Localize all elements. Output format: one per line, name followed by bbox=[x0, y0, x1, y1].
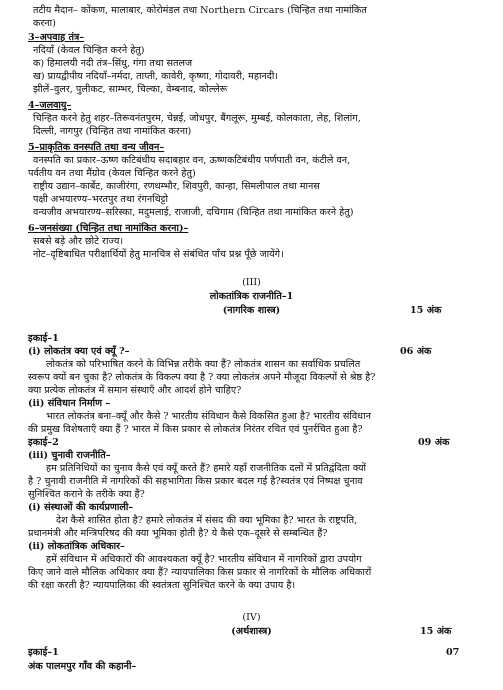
part-title: लोकतांत्रिक राजनीति–1 bbox=[209, 291, 294, 302]
chapter-heading: अंक पालमपुर गाँव की कहानी– bbox=[28, 661, 137, 672]
topic-marks: 06 अंक bbox=[400, 346, 432, 357]
vegetation-item: वनस्पति का प्रकार–ऊष्ण कटिबंधीय सदाबहार वन, ऊष्णकटिबंधीय पर्णपाती वन, कंटीले वन, bbox=[33, 155, 351, 166]
unit-heading: इकाई–2 bbox=[28, 437, 59, 448]
unit-heading: इकाई–1 bbox=[28, 647, 59, 658]
topic-text: हमें संविधान में अधिकारों की आवश्यकता क्यूँ है? भारतीय संविधान में नागरिकों द्वारा उपयोग bbox=[46, 554, 362, 565]
population-note: नोट–दृष्टिबाधित परीक्षार्थियों हेतु मानचित्र से संबंधित पाँच प्रश्न पूँछे जायेंगे। bbox=[33, 249, 284, 260]
topic-heading: (ii) लोकतांत्रिक अधिकार– bbox=[28, 541, 125, 552]
part-title: (अर्थशास्त्र) bbox=[231, 626, 272, 637]
drainage-item: झीलें–वुलर, पुलीकट, साम्भर, चिल्का, वेम्बनाद, कोल्लेरू bbox=[33, 84, 228, 95]
unit-marks: 07 bbox=[446, 647, 460, 658]
drainage-item: क) हिमालयी नदी तंत्र–सिंधु, गंगा तथा सतलज bbox=[33, 58, 193, 69]
drainage-heading: 3–अपवाह तंत्र– bbox=[28, 32, 85, 43]
part-marks: 15 अंक bbox=[420, 626, 452, 637]
topic-text: क्या प्रत्येक लोकतंत्र में समान संस्थाएँ और आदर्श होने चाहिए? bbox=[28, 385, 242, 396]
topic-heading: (i) लोकतंत्र क्या एवं क्यूँ ?– bbox=[28, 346, 130, 357]
topic-text: किए जाने वाले मौलिक अधिकार क्या हैं? न्यायपालिका किस प्रकार से नागरिकों के मौलिक अधिकारों bbox=[28, 567, 372, 578]
topic-text: की रक्षा करती है? न्यायपालिका की स्वतंत्रता सुनिश्चित करने के क्या उपाय है। bbox=[28, 580, 296, 591]
unit-marks: 09 अंक bbox=[418, 437, 450, 448]
part-marks: 15 अंक bbox=[410, 305, 442, 316]
climate-item: चिन्हित करने हेतु शहर–तिरूवनंतपुरम, चेन्नई, जोधपुर, बैंगलूरू, मुम्बई, कोलकाता, लेह, शिलांग, bbox=[33, 113, 361, 124]
unit-heading: इकाई–1 bbox=[28, 333, 59, 344]
topic-text: की प्रमुख विशेषताएँ क्या हैं ? भारत में किस प्रकार से लोकतंत्र निरंतर रचित एवं पुनर्रचित हुआ है? bbox=[28, 424, 363, 435]
vegetation-item: पक्षी अभयारण्य–भरतपुर तथा रंगनथिट्टो bbox=[33, 194, 168, 205]
part-subtitle: (नागरिक शास्त्र) bbox=[222, 305, 281, 316]
population-item: सबसे बड़े और छोटे राज्य। bbox=[33, 236, 124, 247]
topic-heading: (ii) संविधान निर्माण – bbox=[28, 398, 111, 409]
climate-item: दिल्ली, नागपुर (चिन्हित तथा नामांकित करना) bbox=[33, 126, 192, 137]
topic-text: स्वरूप क्यों बन चुका है? लोकतंत्र के विकल्प क्या है ? क्या लोकतंत्र अपने मौजूदा विकल्पों से श्रेष्ठ है? bbox=[28, 372, 376, 383]
vegetation-item: राष्ट्रीय उद्यान–कार्बेट, काजीरंगा, रणथम्भौर, शिवपुरी, कान्हा, सिमलीपाल तथा मानस bbox=[33, 181, 320, 192]
topic-heading: (i) संस्थाओं की कार्यप्रणाली– bbox=[28, 502, 134, 513]
drainage-item: ख) प्रायद्वीपीय नदियाँ–नर्मदा, ताप्ती, कावेरी, कृष्णा, गोदावरी, महानदी। bbox=[33, 71, 278, 82]
coastal-plains-line: तटीय मैदान– कोंकण, मालाबार, कोरोमंडल तथा Northern Circars (चिन्हित तथा नामांकित bbox=[33, 5, 367, 16]
part-number: (III) bbox=[242, 277, 261, 288]
topic-text: देश कैसे शासित होता है? हमारे लोकतंत्र में संसद की क्या भूमिका है? भारत के राष्ट्रपति, bbox=[56, 515, 358, 526]
drainage-item: नदियाँ (केवल चिन्हित करने हेतु) bbox=[33, 45, 145, 56]
population-heading: 6–जनसंख्या (चिन्हित तथा नामांकित करना)– bbox=[28, 223, 189, 234]
topic-text: लोकतंत्र को परिभाषित करने के विभिन्न तरीके क्या हैं? लोकतंत्र शासन का सर्वाधिक प्रचलित bbox=[46, 359, 361, 370]
topic-text: भारत लोकतंत्र बना–क्यूँ और कैसे ? भारतीय संविधान कैसे विकसित हुआ है? भारतीय संविधान bbox=[46, 411, 371, 422]
topic-text: सुनिश्चित कराने के तरीके क्या हैं? bbox=[28, 489, 145, 500]
climate-heading: 4–जलवायु– bbox=[28, 100, 72, 111]
vegetation-item: वन्यजीव अभयारण्य–सरिस्का, मदुमलाई, राजाजी, दचिगाम (चिन्हित तथा नामांकित करने हेतु) bbox=[33, 207, 354, 218]
coastal-plains-line-cont: करना) bbox=[33, 18, 56, 29]
topic-text: हम प्रतिनिधियों का चुनाव कैसे एवं क्यूँ करते हैं? हमारे यहाँ राजनीतिक दलों में प्रतिद्वंदिता क्यों bbox=[46, 463, 367, 474]
vegetation-heading: 5–प्राकृतिक वनस्पति तथा वन्य जीवन– bbox=[28, 142, 165, 153]
topic-heading: (iii) चुनावी राजनीति– bbox=[28, 450, 111, 461]
part-number: (IV) bbox=[242, 612, 261, 623]
topic-text: है ? चुनावी राजनीति में नागरिकों की सहभागिता किस प्रकार बदल गई है?स्वतंत्र एवं निष्पक्ष चुनाव bbox=[28, 476, 363, 487]
topic-text: प्रधानमंत्री और मन्त्रिपरिषद की क्या भूमिका होती है? ये कैसे एक–दूसरे से सम्बन्धित हैं? bbox=[28, 528, 328, 539]
vegetation-item: पर्वतीय वन तथा मैंग्रोव (केवल चिन्हित करने हेतु) bbox=[28, 168, 196, 179]
